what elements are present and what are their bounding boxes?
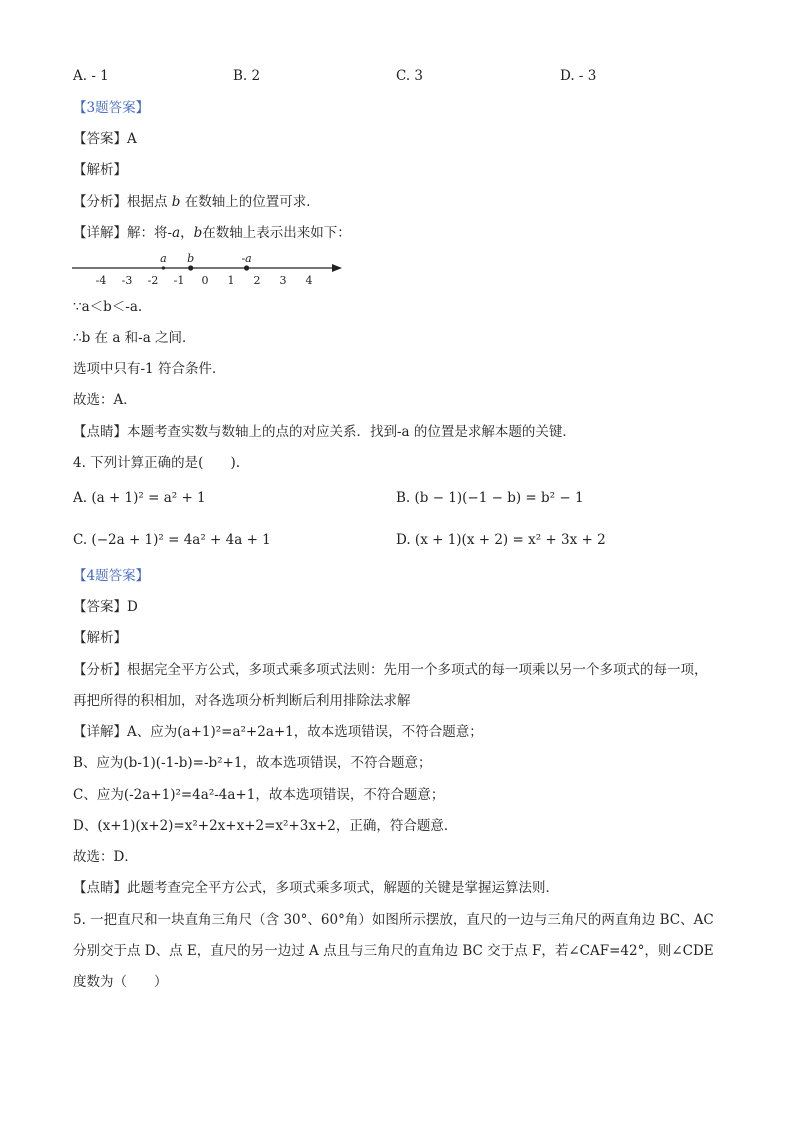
q4-answer-header: 【4题答案】 (73, 568, 150, 584)
number-line-point-label: b (187, 252, 195, 265)
q3-detail-a: a (172, 225, 181, 241)
number-line-tick-label: -1 (173, 274, 185, 287)
q4-fenxi-1: 【分析】根据完全平方公式，多项式乘多项式法则：先用一个多项式的每一项乘以另一个多项式的每一项， (73, 662, 708, 678)
number-line-figure (70, 248, 350, 288)
q3-choose: 故选：A． (73, 392, 137, 408)
number-line-ticks (96, 274, 313, 287)
q3-only: 选项中只有-1 符合条件． (73, 361, 226, 377)
q4-choose: 故选：D． (73, 849, 138, 865)
q3-answer: 【答案】A (73, 131, 137, 147)
number-line-tick-label: 1 (227, 274, 235, 287)
number-line-tick-label: 3 (279, 274, 287, 287)
number-line-point-label: -a (241, 252, 252, 265)
q3-because: ∵a＜b＜-a. (73, 299, 143, 315)
number-line-tick-label: 2 (253, 274, 261, 287)
q4-detail-d: D、(x+1)(x+2)=x²+2x+x+2=x²+3x+2，正确，符合题意． (73, 818, 458, 834)
q4-answer: 【答案】D (73, 599, 138, 615)
q3-dianjing: 【点睛】本题考查实数与数轴上的点的对应关系．找到-a 的位置是求解本题的关键． (73, 424, 576, 440)
q4-options-row2 (73, 532, 733, 550)
number-line-tick-label: -2 (147, 274, 159, 287)
q3-detail-b: b (193, 225, 203, 241)
q4-options-row1 (73, 490, 733, 508)
q4-detail-b: B、应为(b-1)(-1-b)=-b²+1，故本选项错误，不符合题意； (73, 755, 432, 771)
q4-option-b[interactable]: B. (b − 1)(−1 − b) = b² − 1 (396, 490, 584, 506)
q5-line-2: 分别交于点 D、点 E，直尺的另一边过 A 点且与三角尺的直角边 BC 交于点 F，若∠CAF=42°，则∠CDE (73, 943, 714, 959)
q4-analysis-label: 【解析】 (73, 630, 127, 646)
number-line-point (244, 265, 249, 270)
q3-options (73, 68, 733, 86)
q3-fenxi (73, 193, 320, 211)
q3-detail (73, 224, 351, 242)
q4-detail-a: 【详解】A、应为(a+1)²=a²+2a+1，故本选项错误，不符合题意； (73, 724, 483, 740)
q3-answer-header: 【3题答案】 (73, 100, 150, 116)
q3-detail-mid: ， (180, 225, 194, 241)
q4-dianjing: 【点睛】此题考查完全平方公式，多项式乘多项式，解题的关键是掌握运算法则． (73, 880, 559, 896)
q3-option-b[interactable]: B. 2 (233, 68, 261, 84)
number-line-point (162, 266, 165, 269)
q3-option-d[interactable]: D. - 3 (560, 68, 597, 84)
q4-option-c[interactable]: C. (−2a + 1)² = 4a² + 4a + 1 (73, 532, 271, 548)
number-line-arrow (332, 264, 342, 272)
q4-stem: 4. 下列计算正确的是( ). (73, 455, 240, 471)
number-line-tick-label: -4 (95, 274, 107, 287)
number-line-tick-label: 4 (305, 274, 313, 287)
number-line-tick-label: -3 (121, 274, 133, 287)
q3-fenxi-pre: 【分析】根据点 (73, 194, 168, 210)
q3-fenxi-var: b (171, 194, 181, 210)
q5-line-1: 5. 一把直尺和一块直角三角尺（含 30°、60°角）如图所示摆放，直尺的一边与三角尺的两直角边 BC、AC (73, 912, 714, 928)
q3-therefore: ∴b 在 a 和-a 之间． (73, 330, 196, 346)
q3-fenxi-post: 在数轴上的位置可求． (184, 194, 320, 210)
q3-analysis-label: 【解析】 (73, 162, 127, 178)
number-line-tick-label: 0 (201, 274, 209, 287)
q4-detail-c: C、应为(-2a+1)²=4a²-4a+1，故本选项错误，不符合题意； (73, 787, 445, 803)
q4-option-a[interactable]: A. (a + 1)² = a² + 1 (73, 490, 206, 506)
number-line-point (188, 265, 193, 270)
q4-option-d[interactable]: D. (x + 1)(x + 2) = x² + 3x + 2 (396, 532, 606, 548)
number-line-point-label: a (160, 252, 167, 265)
q3-detail-pre: 【详解】解：将- (73, 225, 173, 241)
q3-option-c[interactable]: C. 3 (396, 68, 424, 84)
q4-fenxi-2: 再把所得的积相加，对各选项分析判断后利用排除法求解 (73, 693, 411, 709)
q3-detail-post: 在数轴上表示出来如下： (202, 225, 351, 241)
q3-option-a[interactable]: A. - 1 (73, 68, 109, 84)
q5-line-3: 度数为（ ） (73, 974, 168, 990)
